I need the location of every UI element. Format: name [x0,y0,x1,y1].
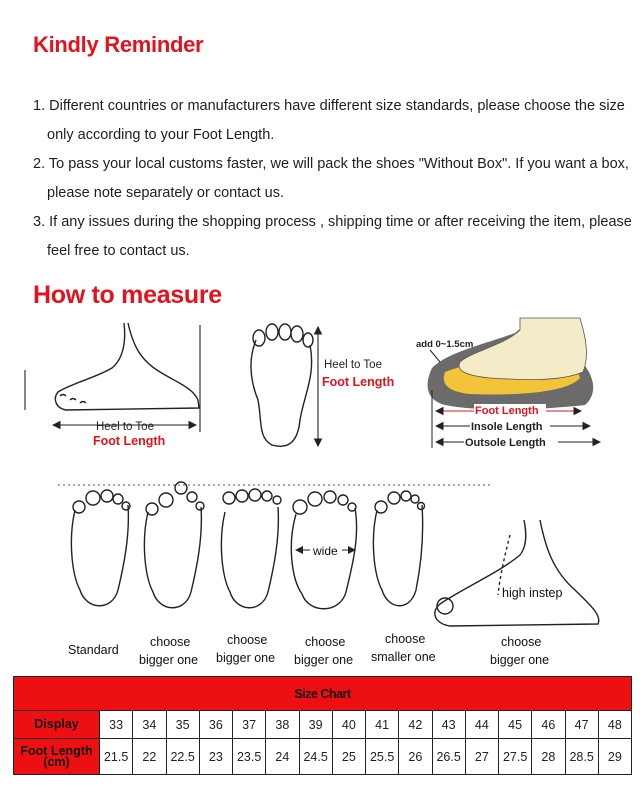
foot-length-cell: 26.5 [432,739,465,775]
shoe-section-icon [428,318,594,410]
foot-length-cell: 23.5 [233,739,266,775]
reminder-item-2-line1: 2. To pass your local customs faster, we will pack the shoes "Without Box". If you want a box, [33,156,629,172]
shoe-add-label: add 0~1.5cm [416,339,474,350]
foot-length-cell: 28 [532,739,565,775]
display-size-cell: 37 [233,711,266,739]
display-size-cell: 45 [499,711,532,739]
foot-type-wide-tag: wide [313,544,338,558]
foot-length-cell: 27 [465,739,498,775]
foot-type-3-label-1: choose [227,633,268,647]
foot-length-cell: 24 [266,739,299,775]
display-size-cell: 42 [399,711,432,739]
foot-type-4-label-1: choose [305,635,346,649]
reminder-item-1-line2: only according to your Foot Length. [47,127,275,143]
shoe-outsole-label: Outsole Length [465,437,546,449]
foot-type-2-label-1: choose [150,635,191,649]
side-foot-label-2: Foot Length [93,434,166,448]
display-size-cell: 47 [565,711,598,739]
display-size-cell: 38 [266,711,299,739]
foot-type-5-label-2: smaller one [371,650,436,664]
foot-type-high-instep-tag: high instep [502,586,563,600]
foot-length-cell: 24.5 [299,739,332,775]
reminder-item-1-line1: 1. Different countries or manufacturers have different size standards, please choose the size [33,98,625,114]
measure-title: How to measure [33,281,222,309]
foot-length-cell: 25.5 [366,739,399,775]
shoe-foot-length-label: Foot Length [475,405,539,417]
reminder-item-3-line2: feel free to contact us. [47,243,190,259]
foot-length-cell: 28.5 [565,739,598,775]
shoe-add-pointer [430,350,440,362]
foot-type-6-label-2: bigger one [490,653,550,667]
foot-length-cell: 25 [332,739,365,775]
display-size-cell: 44 [465,711,498,739]
foot-type-2-label-2: bigger one [139,653,199,667]
foot-type-4-label-2: bigger one [294,653,354,667]
foot-type-5-label-1: choose [385,632,426,646]
display-size-cell: 43 [432,711,465,739]
foot-type-3-label-2: bigger one [216,651,276,665]
foot-type-narrow-icon [373,491,424,606]
foot-type-high-instep-icon [435,520,599,626]
size-chart-title: Size Chart [14,677,632,711]
display-row-header: Display [14,711,100,739]
display-size-cell: 46 [532,711,565,739]
foot-length-cell: 29 [598,739,631,775]
size-chart-table [13,676,632,775]
display-size-cell: 40 [332,711,365,739]
foot-type-standard-icon [71,490,130,606]
foot-length-cell: 27.5 [499,739,532,775]
display-size-cell: 39 [299,711,332,739]
foot-length-cell: 21.5 [100,739,133,775]
sole-foot-label-1: Heel to Toe [324,359,382,371]
display-size-cell: 34 [133,711,166,739]
foot-type-1-label: Standard [68,643,119,657]
shoe-insole-label: Insole Length [471,421,543,433]
display-size-cell: 36 [199,711,232,739]
foot-length-row [14,739,632,775]
foot-type-square-toe-icon [221,489,281,608]
reminder-item-2-line2: please note separately or contact us. [47,185,284,201]
foot-length-cell: 22 [133,739,166,775]
display-size-cell: 33 [100,711,133,739]
display-size-cell: 35 [166,711,199,739]
side-foot-icon [55,323,199,410]
foot-type-6-label-1: choose [501,635,542,649]
foot-length-cell: 23 [199,739,232,775]
reminder-title: Kindly Reminder [33,32,204,57]
sole-foot-label-2: Foot Length [322,375,395,389]
foot-length-cell: 26 [399,739,432,775]
sole-foot-icon [251,324,313,446]
display-size-cell: 48 [598,711,631,739]
side-foot-label-1: Heel to Toe [96,421,154,433]
foot-length-cell: 22.5 [166,739,199,775]
foot-length-row-header: Foot Length (cm) [14,739,100,775]
display-size-cell: 41 [366,711,399,739]
foot-type-long-second-toe-icon [144,482,204,608]
reminder-item-3-line1: 3. If any issues during the shopping process , shipping time or after receiving the item, please [33,214,632,230]
display-row [14,711,632,739]
